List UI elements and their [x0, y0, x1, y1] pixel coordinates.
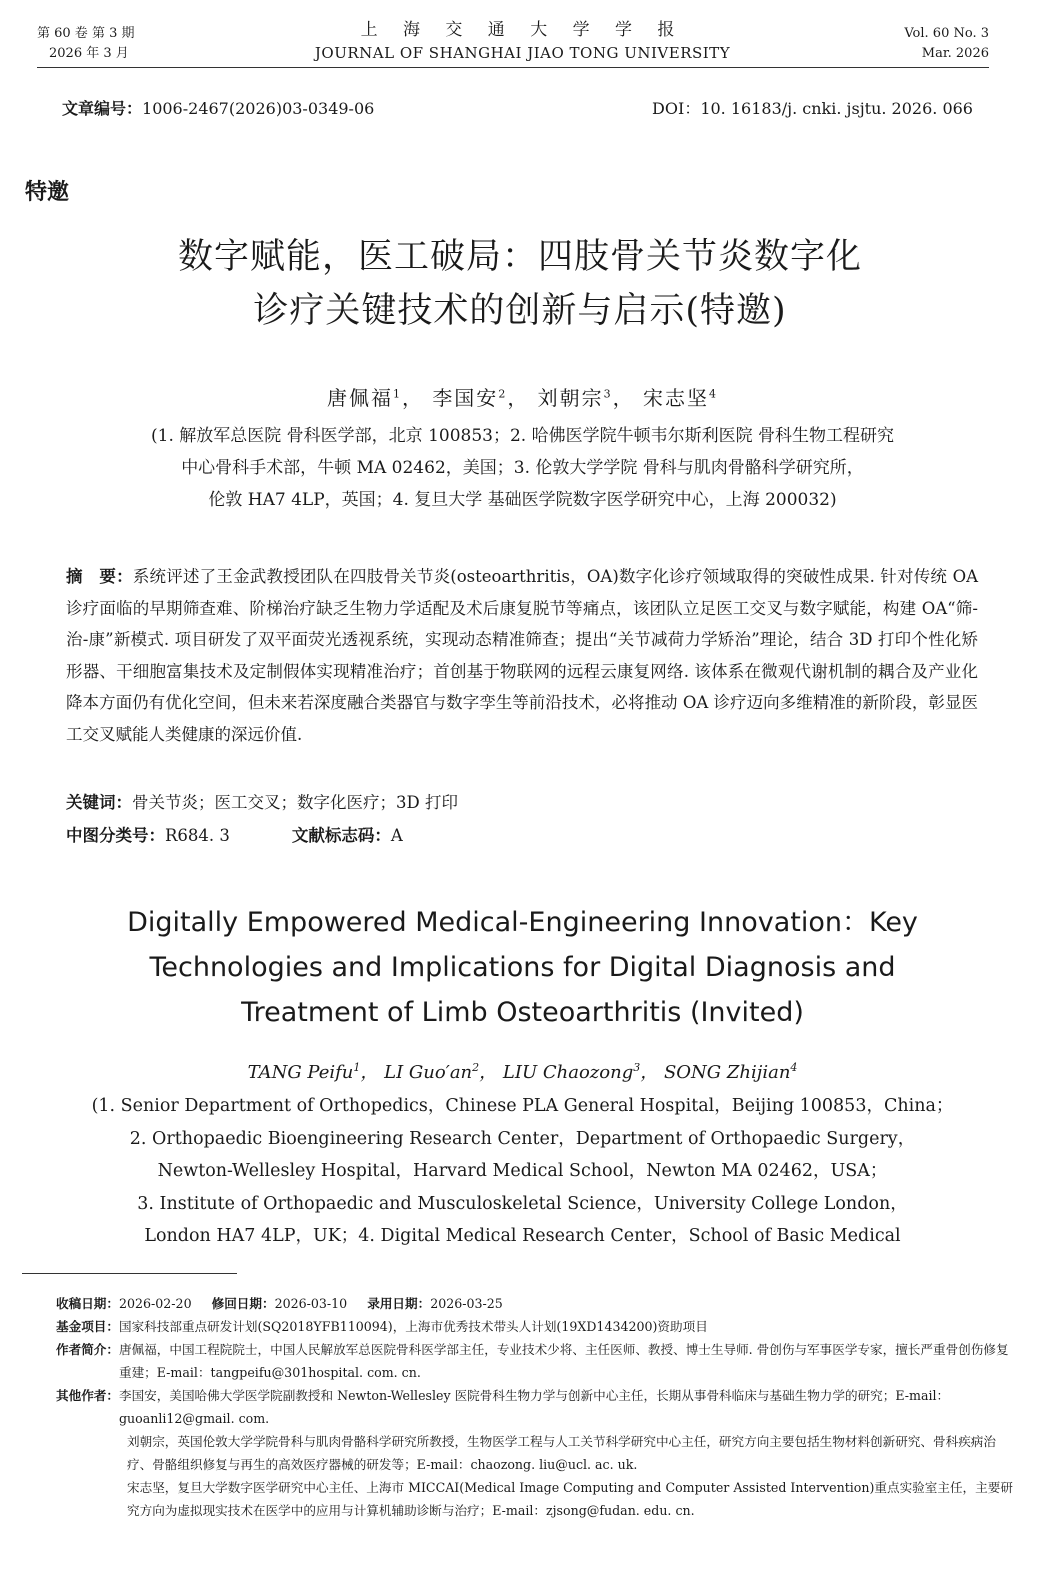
- other-authors-label: 其他作者：: [56, 1388, 119, 1403]
- other-author-text: 刘朝宗，英国伦敦大学学院骨科与肌肉骨骼科学研究所教授，生物医学工程与人工关节科学研究中心主任，研究方向主要包括生物材料创新研究、骨科疾病治疗、骨骼组织修复与再生的高效医疗器械的研发等；E-mail：chaozong. liu@ucl. ac. uk.: [127, 1434, 996, 1472]
- abstract-cn: [66, 561, 978, 750]
- footnote-divider: [22, 1273, 237, 1274]
- affiliation-line: London HA7 4LP，UK；4. Digital Medical Research Center，School of Basic Medical: [144, 1226, 901, 1247]
- bio-label: 作者简介：: [56, 1342, 119, 1357]
- keywords-label: 关键词：: [66, 793, 132, 812]
- fund-text: 国家科技部重点研发计划(SQ2018YFB110094)，上海市优秀技术带头人计划(19XD1434200)资助项目: [118, 1319, 708, 1334]
- title-en-line: Treatment of Limb Osteoarthritis (Invited): [241, 997, 804, 1028]
- bio-row: [56, 1338, 1018, 1384]
- abstract-label: 摘 要：: [66, 567, 133, 586]
- fund-label: 基金项目：: [56, 1319, 119, 1334]
- doc-code-value: A: [390, 826, 403, 845]
- header-divider: [37, 67, 989, 68]
- received-date: 2026-02-20: [118, 1296, 192, 1311]
- author-en: TANG Peifu$^1$: [247, 1061, 361, 1083]
- title-cn-line: 数字赋能，医工破局：四肢骨关节炎数字化: [177, 237, 862, 277]
- author-cn: 宋志坚$^4$: [643, 386, 719, 410]
- author-cn: 李国安$^2$: [432, 386, 508, 410]
- title-en-line: Digitally Empowered Medical-Engineering Innovation：Key: [127, 907, 918, 938]
- journal-name-en: JOURNAL OF SHANGHAI JIAO TONG UNIVERSITY: [314, 44, 731, 62]
- affiliation-line: (1. Senior Department of Orthopedics，Chinese PLA General Hospital，Beijing 100853，China；: [91, 1096, 954, 1116]
- title-en-line: Technologies and Implications for Digital Diagnosis and: [149, 952, 896, 983]
- doi[interactable]: DOI：10. 16183/j. cnki. jsjtu. 2026. 066: [652, 99, 973, 118]
- author-cn: 唐佩福$^1$: [326, 386, 402, 410]
- affiliation-line: 中心骨科手术部，牛顿 MA 02462，美国；3. 伦敦大学学院 骨科与肌肉骨骼科学研究所，: [181, 458, 864, 478]
- abstract-text: 系统评述了王金武教授团队在四肢骨关节炎(osteoarthritis，OA)数字化诊疗领域取得的突破性成果. 针对传统 OA 诊疗面临的早期筛查难、阶梯治疗缺乏生物力学适配及术后康复脱节等痛点，该团队立足医工交叉与数字赋能，构建 OA“筛-治-康”新模式. 项目研发了双平面荧光透视系统，实现动态精准筛查；提出“关节减荷力学矫治”理论，结合 3D 打印个性化矫形器、干细胞富集技术及定制假体实现精准治疗；首创基于物联网的远程云康复网络. 该体系在微观代谢机制的耦合及产业化降本方面仍有优化空间，但未来若深度融合类器官与数字孪生等前沿技术，必将推动 OA 诊疗迈向多维精准的新阶段，彰显医工交叉赋能人类健康的深远价值.: [66, 567, 979, 744]
- clc-label: 中图分类号：: [66, 826, 165, 845]
- section-label: 特邀: [25, 180, 70, 205]
- journal-name: [250, 18, 795, 64]
- affiliation-line: (1. 解放军总医院 骨科医学部，北京 100853；2. 哈佛医学院牛顿韦尔斯利医院 骨科生物工程研究: [151, 426, 894, 446]
- keywords: [66, 789, 458, 813]
- author-en: SONG Zhijian$^4$: [663, 1061, 798, 1083]
- accepted-label: 录用日期：: [367, 1296, 431, 1311]
- volume-issue-en: Vol. 60 No. 3: [904, 26, 989, 41]
- affiliations-en: [20, 1090, 1025, 1253]
- affiliation-line: 伦敦 HA7 4LP，英国；4. 复旦大学 基础医学院数字医学研究中心，上海 200032): [208, 490, 837, 510]
- other-authors-row: [56, 1384, 1018, 1430]
- revised-date: 2026-03-10: [274, 1296, 348, 1311]
- received-label: 收稿日期：: [56, 1296, 119, 1311]
- header-volume-cn: [37, 24, 134, 64]
- title-cn: [80, 230, 960, 338]
- title-en: [60, 900, 985, 1035]
- bio-text: 唐佩福，中国工程院院士，中国人民解放军总医院骨科医学部主任，专业技术少将、主任医师、教授、博士生导师. 骨创伤与军事医学专家，擅长严重骨创伤修复重建；E-mail：tangpeifu@301hospital. com. cn.: [118, 1342, 1009, 1380]
- article-number-label: 文章编号：: [62, 99, 143, 118]
- authors-en: TANG Peifu$^1$， LI $Guo'an^2$， LIU Chaozong$^3$， SONG Zhijian$^4$: [247, 1061, 798, 1083]
- dates-row: [56, 1292, 1018, 1315]
- authors-cn: 唐佩福$^1$， 李国安$^2$， 刘朝宗$^3$， 宋志坚$^4$: [326, 386, 719, 410]
- accepted-date: 2026-03-25: [430, 1296, 503, 1311]
- other-author-text: 宋志坚，复旦大学数字医学研究中心主任、上海市 MICCAI(Medical Image Computing and Computer Assisted Intervention)重点实验室主任，主要研究方向为虚拟现实技术在医学中的应用与计算机辅助诊断与治疗；E-mail：zjsong@fudan. edu. cn.: [127, 1480, 1013, 1518]
- title-cn-line: 诊疗关键技术的创新与启示(特邀): [253, 291, 787, 331]
- footnotes: [56, 1292, 1018, 1522]
- affiliation-line: 2. Orthopaedic Bioengineering Research Center，Department of Orthopaedic Surgery，: [129, 1128, 916, 1149]
- header-volume-en: [904, 24, 989, 64]
- revised-label: 修回日期：: [211, 1296, 275, 1311]
- affiliation-line: Newton-Wellesley Hospital，Harvard Medical School，Newton MA 02462，USA；: [157, 1161, 888, 1182]
- affiliation-line: 3. Institute of Orthopaedic and Musculoskeletal Science，University College London，: [137, 1193, 908, 1214]
- author-cn: 刘朝宗$^3$: [537, 386, 613, 410]
- issue-date-en: Mar. 2026: [921, 46, 989, 61]
- doc-code-label: 文献标志码：: [291, 826, 391, 845]
- volume-issue-cn: 第 60 卷 第 3 期: [37, 26, 135, 41]
- author-en: LI $Guo'an^2$: [384, 1061, 480, 1083]
- classification: [66, 822, 403, 846]
- article-number-value: 1006-2467(2026)03-0349-06: [142, 99, 375, 118]
- other-author-text: 李国安，美国哈佛大学医学院副教授和 Newton-Wellesley 医院骨科生物力学与创新中心主任，长期从事骨科临床与基础生物力学的研究；E-mail：guoanli12@gmail. com.: [118, 1388, 950, 1426]
- journal-name-cn: 上 海 交 通 大 学 学 报: [360, 20, 685, 40]
- issue-date-cn: 2026 年 3 月: [49, 46, 129, 61]
- keywords-text: 骨关节炎；医工交叉；数字化医疗；3D 打印: [132, 793, 458, 812]
- affiliations-cn: [30, 420, 1015, 516]
- author-en: LIU Chaozong$^3$: [502, 1061, 641, 1083]
- clc-value: R684. 3: [165, 826, 230, 845]
- article-number: [62, 96, 374, 119]
- fund-row: [56, 1315, 1018, 1338]
